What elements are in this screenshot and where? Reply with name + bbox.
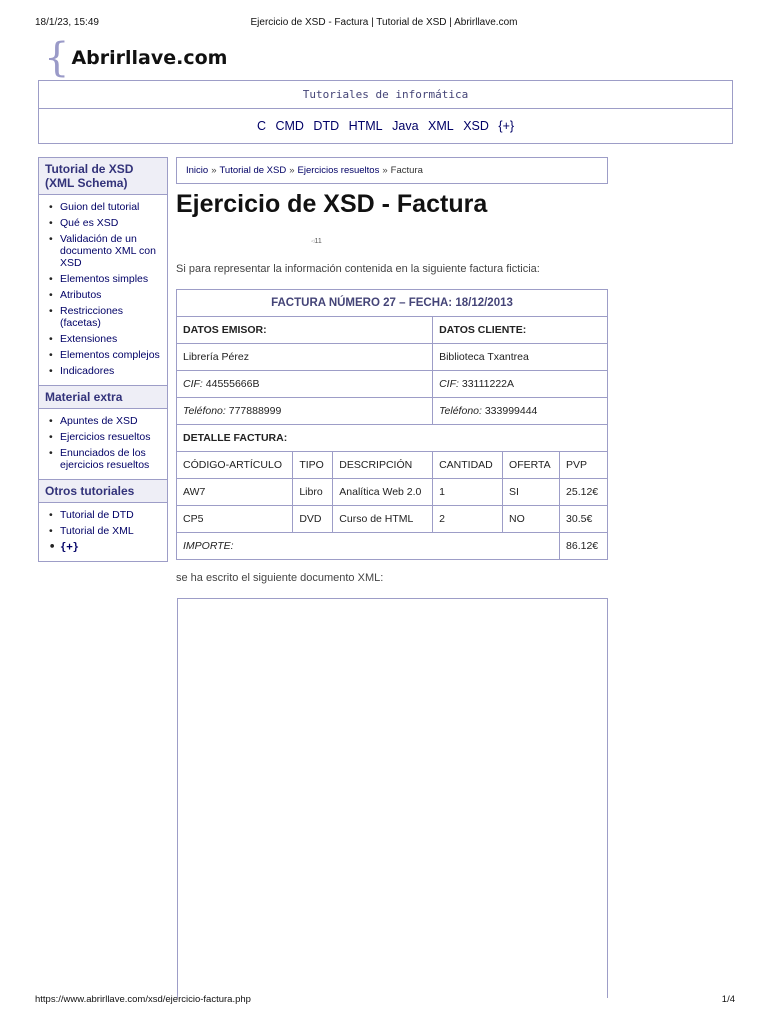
- sidebar-heading-otros-tutoriales: Otros tutoriales: [39, 480, 167, 503]
- table-cell: CP5: [177, 506, 293, 533]
- table-row: [177, 425, 608, 452]
- topnav-item-xsd[interactable]: XSD: [463, 119, 489, 133]
- brace-logo-icon: {: [44, 35, 70, 81]
- cliente-name: Biblioteca Txantrea: [433, 344, 608, 371]
- logo-text: Abrirllave.com: [71, 47, 228, 69]
- topnav-item-dtd[interactable]: DTD: [313, 119, 340, 133]
- invoice-title: FACTURA NÚMERO 27 – FECHA: 18/12/2013: [177, 290, 608, 317]
- table-row: [177, 371, 608, 398]
- sidebar-list-material-extra: [39, 409, 167, 480]
- topnav-item-cmd[interactable]: CMD: [275, 119, 304, 133]
- sidebar: [38, 157, 168, 562]
- site-tagline: Tutoriales de informática: [38, 80, 733, 109]
- xml-code-box: [177, 598, 608, 998]
- sidebar-item-tutorial-dtd[interactable]: • Tutorial de DTD: [49, 509, 163, 521]
- column-header: PVP: [560, 452, 608, 479]
- cliente-cif-value: 33111222A: [461, 378, 515, 390]
- emisor-header: DATOS EMISOR:: [177, 317, 433, 344]
- print-datetime: 18/1/23, 15:49: [35, 17, 99, 28]
- table-cell: AW7: [177, 479, 293, 506]
- table-cell: SI: [503, 479, 560, 506]
- breadcrumb-exercises[interactable]: Ejercicios resueltos: [297, 165, 380, 176]
- sidebar-item-validacion[interactable]: • Validación de un documento XML con XSD: [49, 233, 163, 269]
- breadcrumb-separator: »: [382, 165, 388, 176]
- site-logo[interactable]: [44, 35, 228, 81]
- topnav-item-c[interactable]: C: [256, 119, 266, 133]
- column-header: CÓDIGO-ARTÍCULO: [177, 452, 293, 479]
- phone-label: Teléfono:: [439, 405, 482, 417]
- topnav-item-xml[interactable]: XML: [428, 119, 454, 133]
- page-title: Ejercicio de XSD - Factura: [176, 190, 488, 218]
- sidebar-item-restricciones[interactable]: • Restricciones (facetas): [49, 305, 163, 329]
- share-counter[interactable]: [311, 237, 322, 245]
- column-header: DESCRIPCIÓN: [333, 452, 433, 479]
- top-navigation: [38, 108, 733, 144]
- intro-text: Si para representar la información contenida en la siguiente factura ficticia:: [176, 263, 540, 275]
- breadcrumb-home[interactable]: Inicio: [186, 165, 209, 176]
- sidebar-item-enunciados[interactable]: • Enunciados de los ejercicios resueltos: [49, 447, 163, 471]
- detail-header: DETALLE FACTURA:: [177, 425, 608, 452]
- table-row: [177, 317, 608, 344]
- sidebar-item-atributos[interactable]: • Atributos: [49, 289, 163, 301]
- table-cell: Libro: [293, 479, 333, 506]
- sidebar-item-tutorial-xml[interactable]: • Tutorial de XML: [49, 525, 163, 537]
- cif-label: CIF:: [183, 378, 203, 390]
- breadcrumb-tutorial[interactable]: Tutorial de XSD: [219, 165, 287, 176]
- cif-label: CIF:: [439, 378, 459, 390]
- table-header-row: [177, 452, 608, 479]
- table-cell: 25.12€: [560, 479, 608, 506]
- sidebar-item-indicadores[interactable]: • Indicadores: [49, 365, 163, 377]
- phone-label: Teléfono:: [183, 405, 226, 417]
- invoice-table: [176, 289, 608, 560]
- cliente-cif: [433, 371, 608, 398]
- topnav-item-html[interactable]: HTML: [348, 119, 383, 133]
- column-header: TIPO: [293, 452, 333, 479]
- breadcrumb-separator: »: [289, 165, 295, 176]
- cliente-header: DATOS CLIENTE:: [433, 317, 608, 344]
- sidebar-item-elementos-simples[interactable]: • Elementos simples: [49, 273, 163, 285]
- sidebar-item-ejercicios-resueltos[interactable]: • Ejercicios resueltos: [49, 431, 163, 443]
- importe-label: IMPORTE:: [177, 533, 560, 560]
- breadcrumb: [176, 157, 608, 184]
- table-row: [177, 344, 608, 371]
- sidebar-item-elementos-complejos[interactable]: • Elementos complejos: [49, 349, 163, 361]
- table-cell: 30.5€: [560, 506, 608, 533]
- share-icon: ◃: [311, 238, 315, 245]
- sidebar-item-more[interactable]: • {+}: [49, 541, 163, 553]
- print-header: [0, 17, 768, 31]
- topnav-item-more[interactable]: {+}: [498, 119, 515, 133]
- sidebar-item-apuntes[interactable]: • Apuntes de XSD: [49, 415, 163, 427]
- importe-value: 86.12€: [560, 533, 608, 560]
- table-cell: DVD: [293, 506, 333, 533]
- share-count-value: 11: [314, 238, 322, 245]
- sidebar-heading-material-extra: Material extra: [39, 386, 167, 409]
- column-header: CANTIDAD: [433, 452, 503, 479]
- emisor-phone-value: 777888999: [228, 405, 282, 417]
- table-row: [177, 533, 608, 560]
- sidebar-heading-xsd-tutorial: Tutorial de XSD (XML Schema): [39, 158, 167, 195]
- table-row: [177, 398, 608, 425]
- table-cell: Analítica Web 2.0: [333, 479, 433, 506]
- breadcrumb-current: Factura: [390, 165, 423, 176]
- table-row: [177, 290, 608, 317]
- sidebar-item-que-es-xsd[interactable]: • Qué es XSD: [49, 217, 163, 229]
- print-url: https://www.abrirllave.com/xsd/ejercicio-factura.php: [35, 994, 251, 1005]
- xml-intro-text: se ha escrito el siguiente documento XML:: [176, 572, 384, 584]
- emisor-name: Librería Pérez: [177, 344, 433, 371]
- table-cell: 2: [433, 506, 503, 533]
- emisor-cif: [177, 371, 433, 398]
- table-cell: 1: [433, 479, 503, 506]
- cliente-phone: [433, 398, 608, 425]
- table-cell: NO: [503, 506, 560, 533]
- sidebar-list-xsd-tutorial: [39, 195, 167, 386]
- print-page-title: Ejercicio de XSD - Factura | Tutorial de XSD | Abrirllave.com: [250, 17, 518, 28]
- cliente-phone-value: 333999444: [484, 405, 538, 417]
- sidebar-list-otros-tutoriales: [39, 503, 167, 561]
- table-cell: Curso de HTML: [333, 506, 433, 533]
- sidebar-item-guion[interactable]: • Guion del tutorial: [49, 201, 163, 213]
- breadcrumb-separator: »: [211, 165, 217, 176]
- table-row: [177, 479, 608, 506]
- emisor-phone: [177, 398, 433, 425]
- emisor-cif-value: 44555666B: [205, 378, 260, 390]
- table-row: [177, 506, 608, 533]
- print-page-number: 1/4: [721, 994, 735, 1005]
- topnav-item-java[interactable]: Java: [392, 119, 419, 133]
- column-header: OFERTA: [503, 452, 560, 479]
- sidebar-item-extensiones[interactable]: • Extensiones: [49, 333, 163, 345]
